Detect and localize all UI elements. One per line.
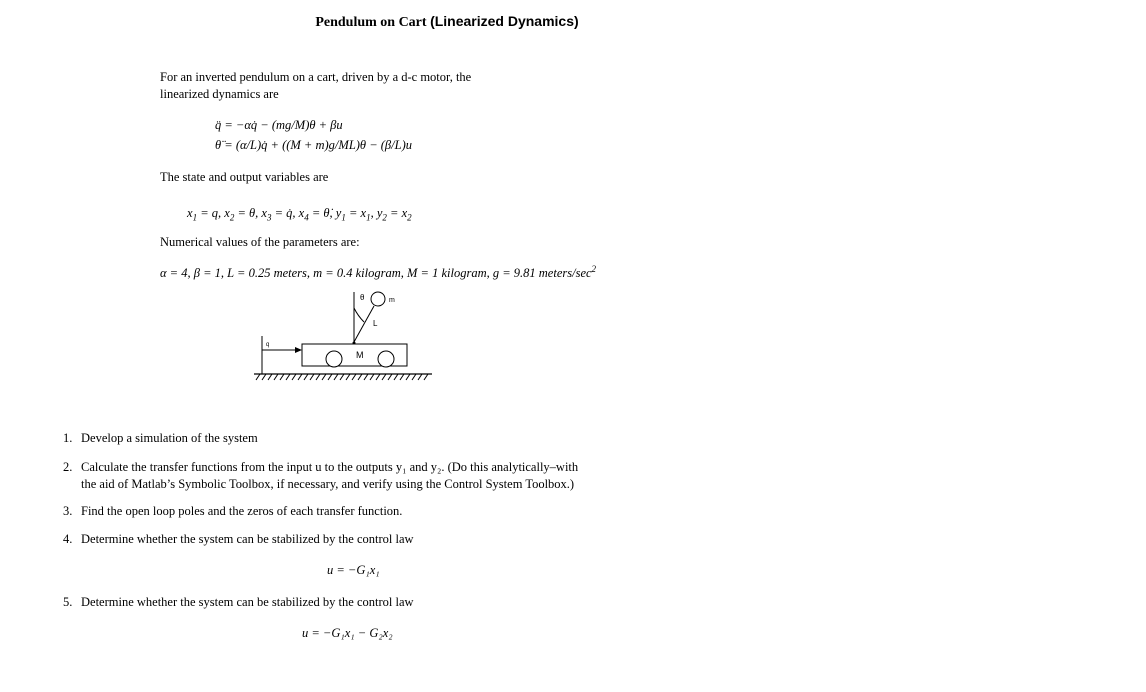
length-label: L: [373, 319, 378, 328]
pendulum-rod: [354, 306, 374, 342]
task-1: 1. Develop a simulation of the system: [63, 431, 258, 445]
cart-label: M: [356, 350, 364, 360]
theta-label: θ: [360, 293, 365, 302]
title-sans-part: (Linearized Dynamics): [430, 13, 579, 29]
intro-line-2: linearized dynamics are: [160, 87, 279, 101]
cart-wheel-left: [326, 351, 342, 367]
task-4: 4. Determine whether the system can be stabilized by the control law: [63, 532, 414, 546]
displacement-label: q: [266, 342, 270, 348]
task-5: 5. Determine whether the system can be stabilized by the control law: [63, 595, 414, 609]
theta-arc: [354, 308, 364, 322]
control-law-1: u = −G₁x₁: [327, 563, 380, 577]
page-title: [0, 13, 894, 31]
intro-paragraph: [160, 69, 471, 103]
title-serif-part: Pendulum on Cart: [315, 15, 427, 30]
task-3: 3. Find the open loop poles and the zeros of each transfer function.: [63, 504, 403, 518]
params-equation: α = 4, β = 1, L = 0.25 meters, m = 0.4 kilogram, M = 1 kilogram, g = 9.81 meters/$\sec^2$: [160, 263, 597, 280]
mass-label: m: [389, 297, 395, 304]
displacement-arrowhead: [295, 347, 302, 353]
intro-line-1: For an inverted pendulum on a cart, driven by a d-c motor, the: [160, 70, 472, 84]
ground-hatching: [256, 374, 428, 380]
task-2: 2. Calculate the transfer functions from the input u to the outputs y₁ and y₂. (Do this analytically–with the aid of Matlab’s Symbolic Toolbox, if necessary, and verify using the Control System Toolbox.): [63, 460, 579, 491]
control-law-2: u = −G₁x₁ − G₂x₂: [302, 626, 393, 640]
state-equation: $x_1 = q$, $x_2 = \theta$, $x_3$ = q̇, $x_4$ = θ̇, $y_1 = x_1$, $y_2 = x_2$: [187, 206, 412, 223]
params-intro: Numerical values of the parameters are:: [160, 235, 360, 249]
dynamics-eq-2: θ̈ = (α/L)q̇ + ((M + m)g/ML)θ − (β/L)u: [215, 138, 412, 152]
pendulum-mass: [371, 292, 385, 306]
cart-wheel-right: [378, 351, 394, 367]
dynamics-eq-1: q̈ = −αq̇ − (mg/M)θ + βu: [215, 118, 343, 132]
pendulum-cart-figure: [250, 286, 440, 382]
state-intro: The state and output variables are: [160, 170, 329, 184]
